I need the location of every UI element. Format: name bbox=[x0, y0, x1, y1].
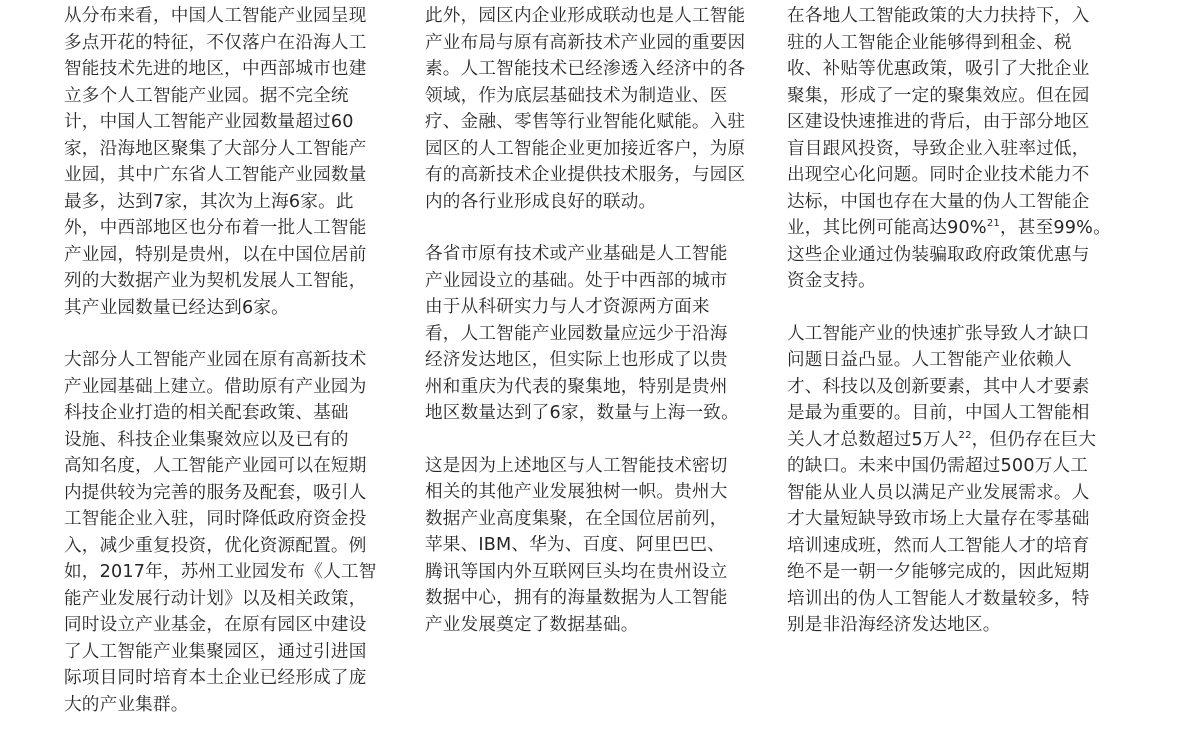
footnote-ref-22[interactable]: 22 bbox=[958, 429, 972, 441]
text-line: 资金支持。 bbox=[787, 271, 876, 291]
text-segment: 业，其比例可能高达90% bbox=[787, 218, 987, 238]
footnote-ref-21[interactable]: 21 bbox=[986, 218, 1000, 229]
text-segment: ，甚至99%。 bbox=[999, 218, 1111, 238]
text-line: 出现空心化问题。同时企业技术能力不 bbox=[787, 165, 1090, 185]
text-line: 绝不是一朝一夕能够完成的，因此短期 bbox=[787, 562, 1090, 582]
text-line: 数据中心，拥有的海量数据为人工智能 bbox=[425, 588, 728, 608]
text-line: 产业园设立的基础。处于中西部的城市 bbox=[425, 270, 728, 291]
text-line: 产业布局与原有高新技术产业园的重要因 bbox=[425, 32, 746, 53]
text-line: 州和重庆为代表的聚集地，特别是贵州 bbox=[425, 376, 728, 397]
text-line: 这些企业通过伪装骗取政府政策优惠与 bbox=[787, 244, 1090, 265]
paragraph-hightech-base bbox=[64, 347, 394, 718]
text-line: 的缺口。未来中国仍需超过500万人工 bbox=[787, 456, 1089, 476]
text-column-1 bbox=[64, 3, 394, 744]
text-line: 计，中国人工智能产业园数量超过60 bbox=[64, 112, 354, 132]
text-line: 素。人工智能技术已经渗透入经济中的各 bbox=[425, 59, 746, 79]
text-line: 大部分人工智能产业园在原有高新技术 bbox=[64, 350, 367, 370]
text-line: 设施、科技企业集聚效应以及已有的 bbox=[64, 429, 349, 450]
text-column-3 bbox=[787, 3, 1113, 665]
text-line: 列的大数据产业为契机发展人工智能， bbox=[64, 271, 367, 291]
text-line-with-footnote bbox=[787, 215, 1113, 242]
text-line: 从分布来看，中国人工智能产业园呈现 bbox=[64, 6, 367, 26]
paragraph-guizhou-bigdata bbox=[425, 453, 757, 639]
text-line: 大的产业集群。 bbox=[64, 694, 189, 715]
text-line: 最多，达到7家，其次为上海6家。此 bbox=[64, 191, 354, 212]
text-line: 入，减少重复投资，优化资源配置。例 bbox=[64, 535, 367, 556]
text-line: 产业园，特别是贵州，以在中国位居前 bbox=[64, 244, 367, 265]
text-line: 科技企业打造的相关配套政策、基础 bbox=[64, 403, 349, 423]
text-line: 这是因为上述地区与人工智能技术密切 bbox=[425, 455, 728, 476]
text-line: 高知名度，人工智能产业园可以在短期 bbox=[64, 456, 367, 476]
text-line: 业园，其中广东省人工智能产业园数量 bbox=[64, 165, 367, 185]
text-line: 在各地人工智能政策的大力扶持下，入 bbox=[787, 6, 1090, 26]
text-line: 了人工智能产业集聚园区，通过引进国 bbox=[64, 641, 367, 662]
text-line: 工智能企业入驻，同时降低政府资金投 bbox=[64, 509, 367, 529]
text-line: 问题日益凸显。人工智能产业依赖人 bbox=[787, 350, 1072, 370]
paragraph-provincial-base bbox=[425, 241, 757, 427]
text-line: 际项目同时培育本土企业已经形成了庞 bbox=[64, 668, 367, 688]
text-line: 立多个人工智能产业园。据不完全统 bbox=[64, 85, 349, 106]
text-line: 盲目跟风投资，导致企业入驻率过低， bbox=[787, 138, 1090, 159]
text-line: 同时设立产业基金，在原有园区中建设 bbox=[64, 615, 367, 635]
text-line: 是最为重要的。目前，中国人工智能相 bbox=[787, 403, 1090, 423]
text-line: 各省市原有技术或产业基础是人工智能 bbox=[425, 244, 728, 264]
paragraph-policy-support bbox=[787, 3, 1113, 295]
text-line: 收、补贴等优惠政策，吸引了大批企业 bbox=[787, 59, 1090, 79]
text-line: 领域，作为底层基础技术为制造业、医 bbox=[425, 85, 728, 106]
text-line: 达标，中国也存在大量的伪人工智能企 bbox=[787, 191, 1090, 212]
text-line: 相关的其他产业发展独树一帜。贵州大 bbox=[425, 482, 728, 502]
text-line: 能产业发展行动计划》以及相关政策， bbox=[64, 588, 367, 609]
text-line: 培训速成班，然而人工智能人才的培育 bbox=[787, 535, 1090, 556]
text-line: 才、科技以及创新要素，其中人才要素 bbox=[787, 376, 1090, 397]
text-line: 外，中西部地区也分布着一批人工智能 bbox=[64, 218, 367, 238]
text-line: 其产业园数量已经达到6家。 bbox=[64, 297, 289, 318]
text-line: 区建设快速推进的背后，由于部分地区 bbox=[787, 112, 1090, 132]
text-line: 数据产业高度集聚，在全国位居前列， bbox=[425, 508, 728, 529]
text-line: 产业发展奠定了数据基础。 bbox=[425, 614, 639, 635]
text-line: 地区数量达到了6家，数量与上海一致。 bbox=[425, 403, 739, 423]
text-line: 培训出的伪人工智能人才数量较多，特 bbox=[787, 588, 1090, 609]
text-line: 产业园基础上建立。借助原有产业园为 bbox=[64, 376, 367, 397]
text-line: 经济发达地区，但实际上也形成了以贵 bbox=[425, 350, 728, 370]
text-line: 苹果、IBM、华为、百度、阿里巴巴、 bbox=[425, 535, 725, 555]
text-line: 智能从业人员以满足产业发展需求。人 bbox=[787, 482, 1090, 503]
text-line: 别是非沿海经济发达地区。 bbox=[787, 615, 1001, 635]
text-line: 驻的人工智能企业能够得到租金、税 bbox=[787, 32, 1072, 53]
text-line: 腾讯等国内外互联网巨头均在贵州设立 bbox=[425, 561, 728, 582]
text-line: 内的各行业形成良好的联动。 bbox=[425, 191, 657, 212]
paragraph-distribution bbox=[64, 3, 394, 321]
text-line: 人工智能产业的快速扩张导致人才缺口 bbox=[787, 323, 1090, 344]
text-line: 有的高新技术企业提供技术服务，与园区 bbox=[425, 165, 746, 185]
text-line: 聚集，形成了一定的聚集效应。但在园 bbox=[787, 85, 1090, 106]
text-line: 由于从科研实力与人才资源两方面来 bbox=[425, 297, 710, 317]
paragraph-enterprise-linkage bbox=[425, 3, 757, 215]
text-line: 多点开花的特征，不仅落户在沿海人工 bbox=[64, 32, 367, 53]
text-segment: 关人才总数超过5万人 bbox=[787, 429, 959, 450]
text-column-2 bbox=[425, 3, 757, 664]
text-line: 家，沿海地区聚集了大部分人工智能产 bbox=[64, 138, 367, 159]
text-line: 此外，园区内企业形成联动也是人工智能 bbox=[425, 6, 746, 26]
text-segment: ，但仍存在巨大 bbox=[971, 429, 1097, 450]
text-line: 看，人工智能产业园数量应远少于沿海 bbox=[425, 323, 728, 344]
text-line: 园区的人工智能企业更加接近客户，为原 bbox=[425, 138, 746, 159]
text-line: 内提供较为完善的服务及配套，吸引人 bbox=[64, 482, 367, 503]
text-line: 才大量短缺导致市场上大量存在零基础 bbox=[787, 509, 1090, 529]
text-line-with-footnote bbox=[787, 427, 1113, 454]
paragraph-talent-gap bbox=[787, 321, 1113, 639]
text-line: 智能技术先进的地区，中西部城市也建 bbox=[64, 59, 367, 79]
text-line: 疗、金融、零售等行业智能化赋能。入驻 bbox=[425, 112, 746, 132]
text-line: 如，2017年，苏州工业园发布《人工智 bbox=[64, 562, 377, 582]
